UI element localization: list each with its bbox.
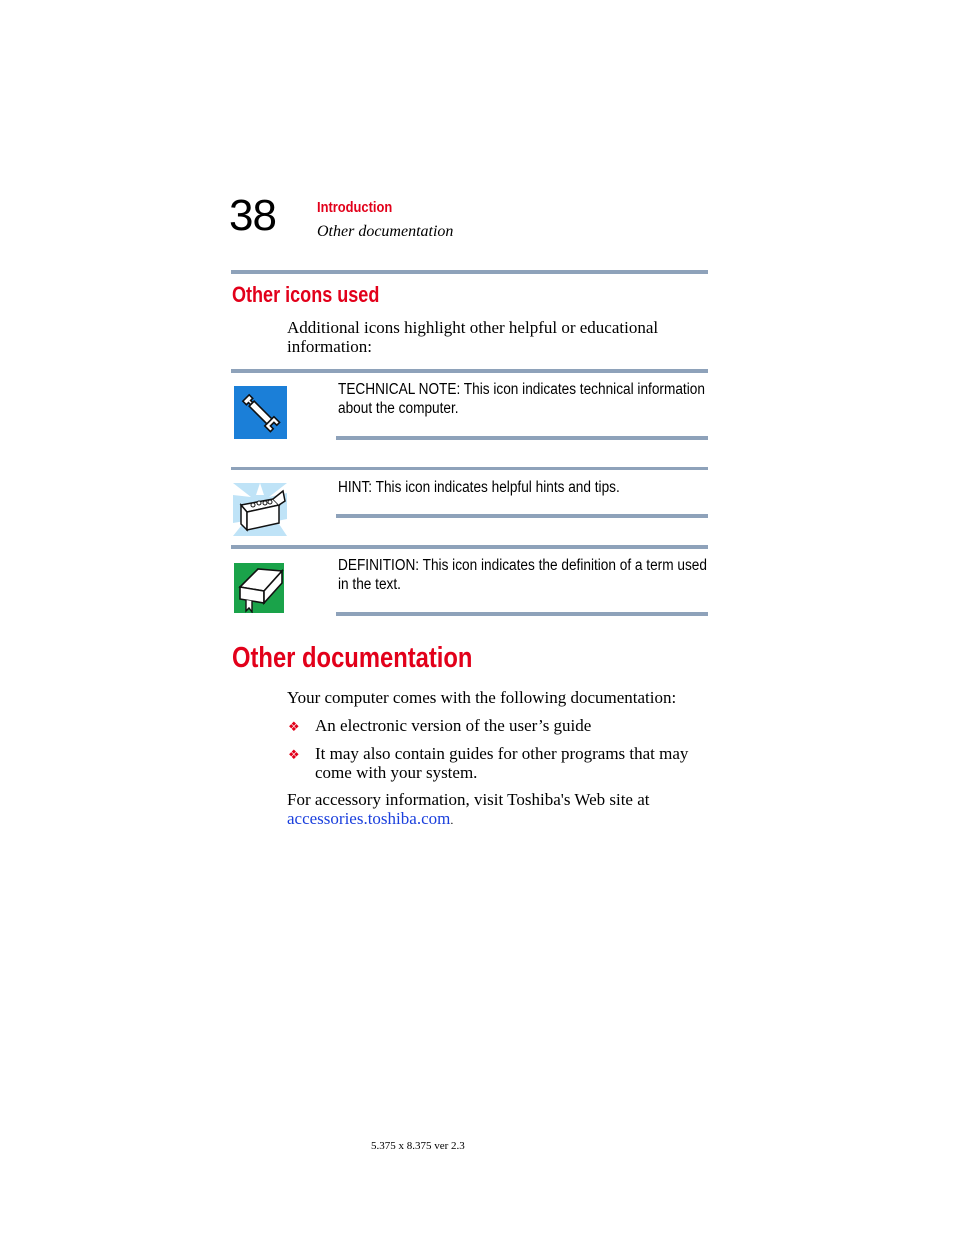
icons-intro: Additional icons highlight other helpful or educational information:: [287, 318, 659, 356]
list-item: An electronic version of the user’s guide: [315, 716, 592, 735]
note-top-rule: [231, 369, 708, 373]
section-rule: [231, 270, 708, 274]
wrench-icon: [234, 386, 287, 439]
note-bottom-rule: [336, 436, 708, 440]
note-top-rule: [231, 545, 708, 549]
bullet-icon: ❖: [288, 747, 300, 762]
note-bottom-rule: [336, 514, 708, 518]
note-text-hint: HINT: This icon indicates helpful hints and tips.: [338, 479, 620, 496]
note-text-definition: DEFINITION: This icon indicates the definition of a term used in the text.: [338, 557, 707, 593]
treasure-chest-icon: [233, 483, 287, 536]
docs-intro: Your computer comes with the following documentation:: [287, 688, 677, 707]
list-item: It may also contain guides for other programs that may come with your system.: [315, 744, 689, 782]
page-number: 38: [229, 191, 276, 240]
accessory-text: For accessory information, visit Toshiba's Web site at: [287, 790, 650, 809]
note-text-technical: TECHNICAL NOTE: This icon indicates technical information about the computer.: [338, 381, 705, 417]
accessory-link[interactable]: accessories.toshiba.com: [287, 809, 451, 828]
accessory-paragraph: [287, 790, 687, 830]
footer-version: 5.375 x 8.375 ver 2.3: [371, 1140, 465, 1152]
book-icon: [234, 563, 284, 613]
section-subtitle: Other documentation: [317, 223, 454, 240]
section-heading-documentation: Other documentation: [232, 642, 473, 674]
section-heading-icons: Other icons used: [232, 282, 380, 307]
accessory-period: .: [450, 813, 454, 827]
note-bottom-rule: [336, 612, 708, 616]
bullet-icon: ❖: [288, 719, 300, 734]
chapter-title: Introduction: [317, 199, 393, 216]
note-top-rule: [231, 467, 708, 470]
